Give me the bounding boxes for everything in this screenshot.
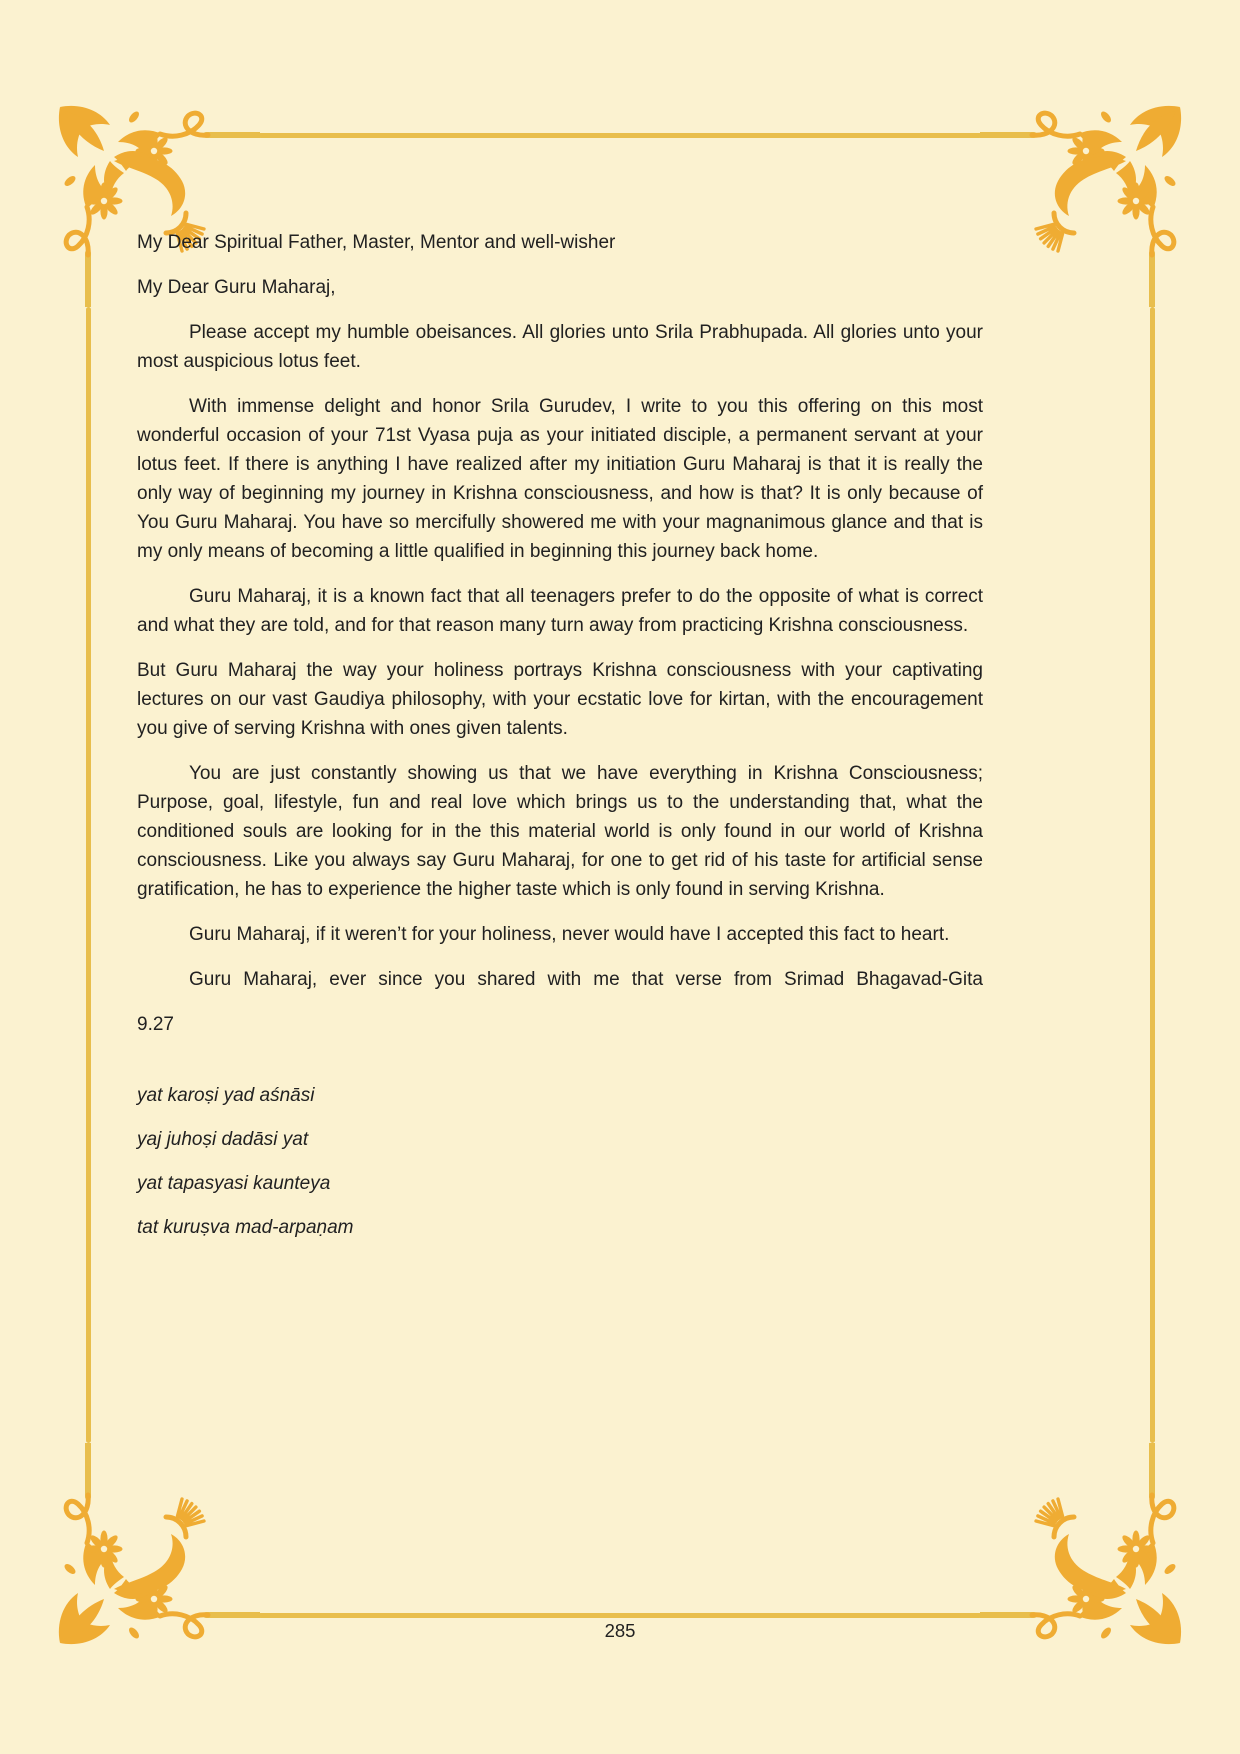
sanskrit-verse <box>137 1081 983 1242</box>
frame-line-left <box>86 307 91 1443</box>
frame-line-right <box>1150 307 1155 1443</box>
letter-paragraph: Guru Maharaj, if it weren’t for your holiness, never would have I accepted this fact to heart. <box>189 924 950 945</box>
verse-line: yat tapasyasi kaunteya <box>137 1173 331 1194</box>
page-number: 285 <box>604 1620 636 1641</box>
frame-line-bottom <box>258 1613 982 1618</box>
verse-line: yat karoṣi yad aśnāsi <box>137 1085 315 1106</box>
verse-reference: 9.27 <box>137 1014 174 1035</box>
letter-paragraph: With immense delight and honor Srila Gurudev, I write to you this offering on this most wonderful occasion of your 71st Vyasa puja as your initiated disciple, a permanent servant at your lotus feet. If there is anything I have realized after my initiation Guru Maharaj is that it is really the only way of beginning my journey in Krishna consciousness, and how is that? It is only because of You Guru Maharaj. You have so mercifully showered me with your magnanimous glance and that is my only means of becoming a little qualified in beginning this journey back home. <box>137 396 983 562</box>
floral-corner-ornament-top-right-icon <box>980 97 1190 307</box>
salutation-line-1: My Dear Spiritual Father, Master, Mentor and well-wisher <box>137 232 616 253</box>
letter-paragraph: Guru Maharaj, ever since you shared with me that verse from Srimad Bhagavad-Gita <box>189 969 983 990</box>
frame-line-top <box>258 133 982 138</box>
salutation-line-2: My Dear Guru Maharaj, <box>137 277 336 298</box>
letter-paragraph: Please accept my humble obeisances. All glories unto Srila Prabhupada. All glories unto your most auspicious lotus feet. <box>137 322 983 372</box>
letter-paragraph: But Guru Maharaj the way your holiness portrays Krishna consciousness with your captivating lectures on our vast Gaudiya philosophy, with your ecstatic love for kirtan, with the encouragement you give of serving Krishna with ones given talents. <box>137 660 983 739</box>
verse-line: yaj juhoṣi dadāsi yat <box>137 1129 309 1150</box>
letter-paragraph: Guru Maharaj, it is a known fact that all teenagers prefer to do the opposite of what is correct and what they are told, and for that reason many turn away from practicing Krishna consciousness. <box>137 586 983 636</box>
letter-paragraph: You are just constantly showing us that we have everything in Krishna Consciousness; Purpose, goal, lifestyle, fun and real love which brings us to the understanding that, what the conditioned souls are looking for in the this material world is only found in our world of Krishna consciousness. Like you always say Guru Maharaj, for one to get rid of his taste for artificial sense gratification, he has to experience the higher taste which is only found in serving Krishna. <box>137 763 983 900</box>
verse-line: tat kuruṣva mad-arpaṇam <box>137 1217 354 1238</box>
letter-body <box>137 228 983 1257</box>
